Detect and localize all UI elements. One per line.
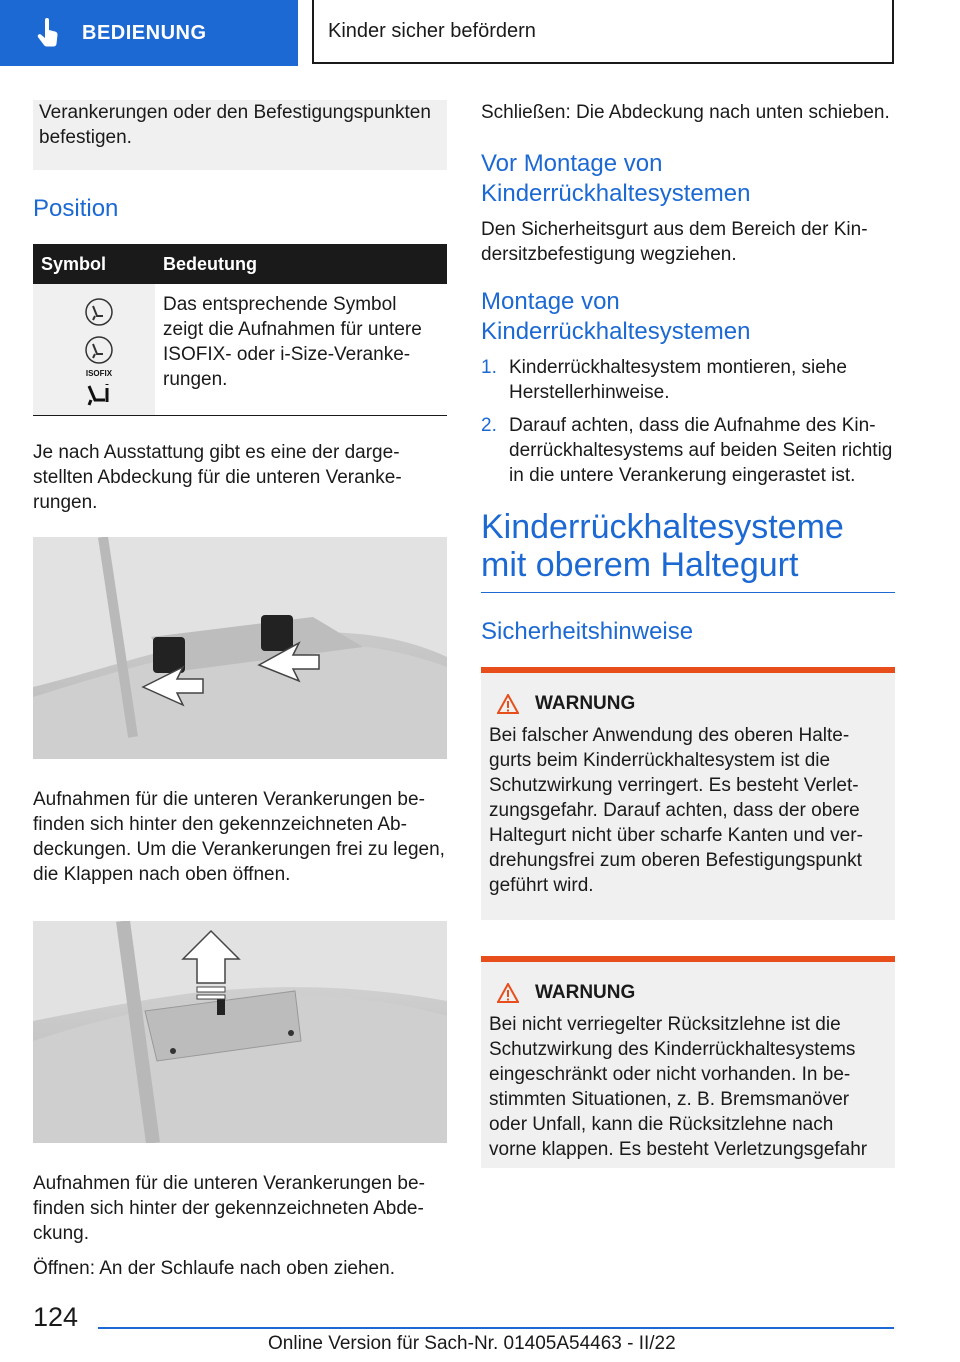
seat-photo-flaps (33, 537, 447, 759)
footer-divider (98, 1327, 894, 1329)
close-instruction: Schließen: Die Abdeckung nach unten schieben. (481, 102, 890, 123)
heading-safety: Sicherheitshinweise (481, 618, 694, 645)
col-symbol-header: Symbol (33, 244, 155, 284)
symbol-meaning: Das entsprechende Symbol zeigt die Aufnahmen für untere ISOFIX- oder i-Size-Verankerungen. (163, 294, 422, 390)
right-column (481, 100, 895, 1168)
list-item (481, 413, 895, 488)
warning-box (481, 667, 895, 920)
intro-text: Verankerungen oder den Befestigungspunkten befestigen. (39, 102, 431, 148)
open-instruction: Öffnen: An der Schlaufe nach oben ziehen. (33, 1258, 395, 1279)
symbol-table (33, 244, 447, 416)
warning-text: Bei falscher Anwendung des oberen Haltegurts beim Kinderrückhaltesystem ist die Schutzwirkung verringert. Es besteht Verletzungsgefahr. Darauf achten, dass der obere Haltegurt nicht über scharfe Kanten und verdrehungsfrei zum oberen Befestigungspunkt geführt wird. (489, 725, 863, 896)
warning-triangle-icon (497, 983, 519, 1003)
section-tab (0, 0, 298, 66)
coverage-paragraph: Je nach Ausstattung gibt es eine der dargestellten Abdeckung für die unteren Verankerungen. (33, 442, 402, 513)
step-text: Kinderrückhaltesystem montieren, siehe Herstellerhinweise. (509, 357, 847, 403)
heading-top-tether: Kinderrückhaltesysteme mit oberem Haltegurt (481, 508, 844, 584)
section-label: BEDIENUNG (82, 21, 207, 44)
mounting-steps (481, 355, 895, 488)
page-number: 124 (33, 1302, 79, 1332)
caption-cover: Aufnahmen für die unteren Verankerungen befinden sich hinter der gekennzeichneten Abdeckung. (33, 1173, 425, 1244)
isofix-symbols-icon (33, 284, 139, 408)
warning-triangle-icon (497, 694, 519, 714)
intro-box (33, 100, 447, 170)
top-tether-section-header (481, 508, 895, 593)
heading-before-mounting: Vor Montage von Kinderrückhaltesystemen (481, 150, 751, 207)
warning-title: WARNUNG (535, 982, 636, 1003)
before-mounting-text: Den Sicherheitsgurt aus dem Bereich der Kindersitzbefestigung wegziehen. (481, 219, 868, 265)
seat-photo-cover (33, 921, 447, 1143)
warning-text: Bei nicht verriegelter Rücksitzlehne ist die Schutzwirkung des Kinderrückhaltesystems eingeschränkt oder nicht vorhanden. In bestimmten Situationen, z. B. Bremsmanöver oder Unfall, kann die Rücksitzlehne nach vorne klappen. Es besteht Verletzungsgefahr (489, 1014, 868, 1160)
col-meaning-header: Bedeutung (155, 244, 447, 284)
step-number: 2. (481, 415, 497, 436)
position-heading: Position (33, 195, 119, 222)
step-number: 1. (481, 357, 497, 378)
warning-title: WARNUNG (535, 693, 636, 714)
hand-pointer-icon (36, 18, 60, 48)
caption-flaps: Aufnahmen für die unteren Verankerungen befinden sich hinter den gekennzeichneten Abdeckungen. Um die Verankerungen frei zu legen, die Klappen nach oben öffnen. (33, 789, 445, 885)
isofix-label: ISOFIX (85, 369, 113, 378)
left-column (33, 100, 447, 1281)
heading-mounting: Montage von Kinderrückhaltesystemen (481, 288, 751, 345)
online-version-note: Online Version für Sach-Nr. 01405A54463 - II/22 (268, 1333, 676, 1354)
list-item (481, 355, 895, 405)
step-text: Darauf achten, dass die Aufnahme des Kinderrückhaltesystems auf beiden Seiten richtig in die untere Verankerung eingerastet ist. (509, 415, 893, 486)
page-title: Kinder sicher befördern (312, 0, 894, 64)
symbol-cell (33, 284, 155, 416)
warning-box (481, 956, 895, 1168)
